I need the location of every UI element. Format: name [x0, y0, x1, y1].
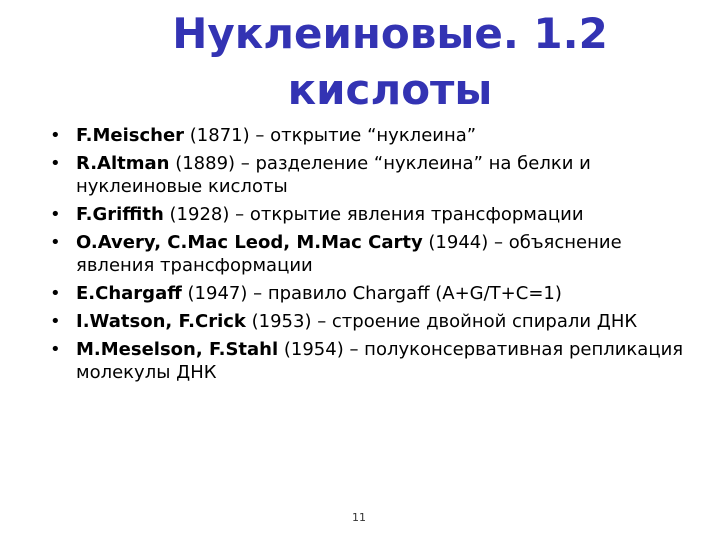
list-item — [48, 203, 688, 226]
item-description: (1871) – открытие “нуклеина” — [184, 125, 477, 146]
item-description: (1953) – строение двойной спирали ДНК — [245, 311, 638, 332]
list-item — [48, 282, 688, 305]
slide-title — [60, 6, 720, 118]
page-number: 11 — [352, 511, 366, 524]
bullet-icon: • — [50, 153, 61, 174]
item-description: (1944) – объяснение явления трансформации — [76, 232, 622, 276]
scientist-name: E.Chargaff — [76, 283, 182, 304]
scientist-name: F.Meischer — [76, 125, 185, 146]
scientist-name: O.Avery, C.Mac Leod, M.Mac Carty — [76, 232, 423, 253]
slide-title-line-2: кислоты — [287, 65, 493, 114]
bullet-icon: • — [50, 232, 61, 253]
list-item — [48, 338, 688, 384]
bullet-icon: • — [50, 125, 61, 146]
scientist-name: R.Altman — [76, 153, 170, 174]
item-description: (1889) – разделение “нуклеина” на белки и нуклеиновые кислоты — [76, 153, 591, 197]
scientist-name: I.Watson, F.Crick — [76, 311, 246, 332]
bullet-icon: • — [50, 311, 61, 332]
bullet-icon: • — [50, 283, 61, 304]
bullet-list — [48, 124, 688, 389]
scientist-name: M.Meselson, F.Stahl — [76, 339, 279, 360]
list-item — [48, 124, 688, 147]
bullet-icon: • — [50, 204, 61, 225]
list-item — [48, 231, 688, 277]
list-item — [48, 152, 688, 198]
slide-title-line-1: Нуклеиновые. 1.2 — [172, 9, 608, 58]
bullet-icon: • — [50, 339, 61, 360]
item-description: (1954) – полуконсервативная репликация молекулы ДНК — [76, 339, 684, 383]
item-description: (1947) – правило Chargaff (A+G/T+C=1) — [181, 283, 562, 304]
list-item — [48, 310, 688, 333]
scientist-name: F.Griffith — [76, 204, 164, 225]
item-description: (1928) – открытие явления трансформации — [163, 204, 584, 225]
